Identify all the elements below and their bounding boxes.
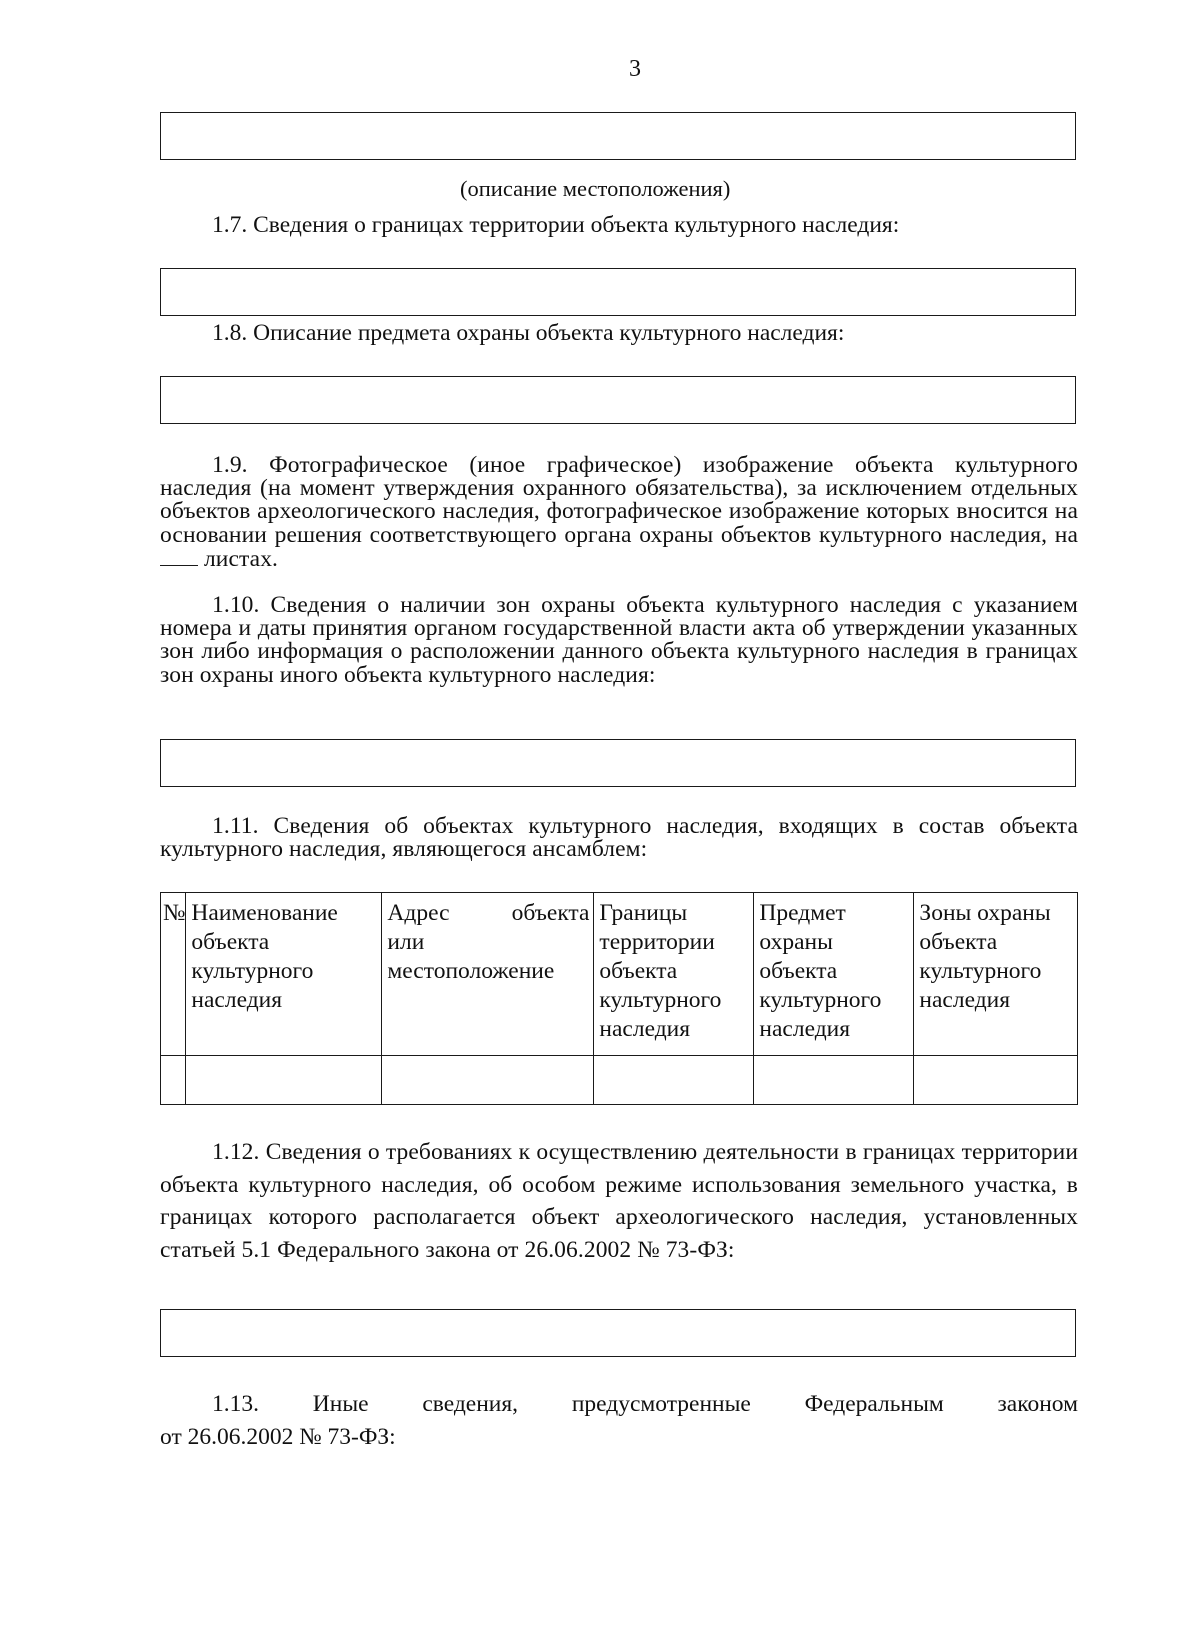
address-header-first-line <box>387 899 589 928</box>
cell-subject[interactable] <box>754 1056 914 1105</box>
s113-word-6: законом <box>997 1391 1078 1417</box>
location-caption: (описание местоположения) <box>460 176 731 201</box>
location-field[interactable] <box>160 112 1076 160</box>
table-row <box>161 1056 1078 1105</box>
section-1-13-first-line <box>160 1388 1078 1421</box>
section-1-8-heading: 1.8. Описание предмета охраны объекта культурного наследия: <box>212 320 845 346</box>
s113-word-3: сведения, <box>422 1391 519 1417</box>
s113-word-5: Федеральным <box>804 1391 944 1417</box>
activity-requirements-field[interactable] <box>160 1309 1076 1357</box>
territory-borders-field[interactable] <box>160 268 1076 316</box>
protection-subject-field[interactable] <box>160 376 1076 424</box>
page-number: 3 <box>629 56 641 82</box>
section-1-7-heading: 1.7. Сведения о границах территории объекта культурного наследия: <box>212 212 900 238</box>
table-header-row <box>161 893 1078 1056</box>
section-1-13-second-line: от 26.06.2002 № 73-ФЗ: <box>160 1423 396 1450</box>
section-1-12-paragraph: 1.12. Сведения о требованиях к осуществлению деятельности в границах территории объекта культурного наследия, об особом режиме использования земельного участка, в границах которого располагается объект археологического наследия, установленных статьей 5.1 Федерального закона от 26.06.2002 № 73-ФЗ: <box>160 1139 1078 1263</box>
section-1-9-text: 1.9. Фотографическое (иное графическое) изображение объекта культурного наследия (на момент утверждения охранного обязательства), за исключением отдельных объектов археологического наследия, фотографическое изображение которых вносится на основании решения соответствующего органа охраны объектов культурного наследия, на <box>160 452 1078 548</box>
address-header-word-1: Адрес <box>387 900 450 926</box>
s113-word-4: предусмотренные <box>571 1391 751 1417</box>
section-1-11-paragraph: 1.11. Сведения об объектах культурного наследия, входящих в состав объекта культурного наследия, являющегося ансамблем: <box>160 813 1078 863</box>
cell-borders[interactable] <box>594 1056 754 1105</box>
section-1-9-paragraph <box>160 454 1078 571</box>
column-header-address <box>382 893 594 1056</box>
cell-zones[interactable] <box>914 1056 1078 1105</box>
section-1-10-paragraph: 1.10. Сведения о наличии зон охраны объекта культурного наследия с указанием номера и даты принятия органом государственной власти акта об утверждении указанных зон либо информация о расположении данного объекта культурного наследия в границах зон охраны иного объекта культурного наследия: <box>160 592 1078 688</box>
address-header-rest: или местоположение <box>387 929 555 984</box>
sheet-count-blank[interactable] <box>160 547 198 566</box>
s113-word-1: 1.13. <box>212 1391 259 1417</box>
column-header-subject: Предмет охраны объекта культурного наследия <box>754 893 914 1056</box>
cell-address[interactable] <box>382 1056 594 1105</box>
ensemble-objects-table <box>160 892 1078 1105</box>
protection-zones-field[interactable] <box>160 739 1076 787</box>
s113-word-2: Иные <box>312 1391 369 1417</box>
cell-number[interactable] <box>161 1056 186 1105</box>
section-1-9-tail: листах. <box>203 545 279 572</box>
section-1-13-paragraph <box>160 1388 1078 1453</box>
column-header-borders: Границы территории объекта культурного наследия <box>594 893 754 1056</box>
cell-name[interactable] <box>186 1056 382 1105</box>
column-header-name: Наименование объекта культурного наследия <box>186 893 382 1056</box>
column-header-zones: Зоны охраны объекта культурного наследия <box>914 893 1078 1056</box>
address-header-word-2: объекта <box>511 900 590 926</box>
column-header-number: № <box>161 893 186 1056</box>
